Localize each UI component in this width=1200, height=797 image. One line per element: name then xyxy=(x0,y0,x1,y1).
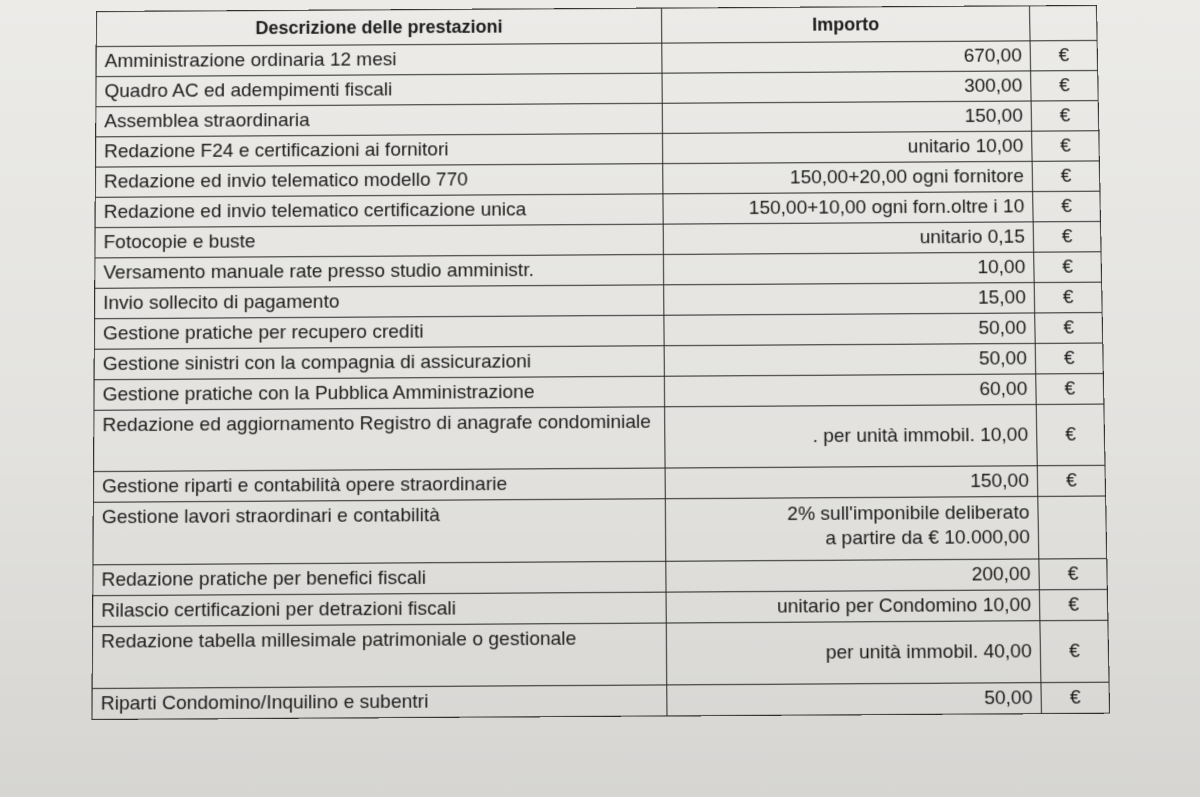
row-currency: € xyxy=(1035,343,1103,374)
row-currency: € xyxy=(1040,620,1109,682)
table-row xyxy=(92,620,1109,688)
row-amount: 60,00 xyxy=(664,374,1036,407)
header-currency xyxy=(1029,5,1097,40)
row-description: Gestione sinistri con la compagnia di assicurazioni xyxy=(94,346,664,380)
row-currency: € xyxy=(1033,221,1101,252)
table-row xyxy=(94,404,1105,471)
row-amount: 50,00 xyxy=(664,343,1036,376)
row-currency xyxy=(1038,496,1107,559)
row-description: Invio sollecito di pagamento xyxy=(95,285,664,319)
row-description: Fotocopie e buste xyxy=(95,224,664,258)
row-description: Assemblea straordinaria xyxy=(96,103,663,137)
row-description: Gestione pratiche con la Pubblica Amministrazione xyxy=(94,376,665,410)
table-row xyxy=(93,496,1107,565)
row-description: Versamento manuale rate presso studio amministr. xyxy=(95,254,664,288)
row-amount: 300,00 xyxy=(662,71,1031,103)
row-currency: € xyxy=(1034,282,1102,313)
row-amount: unitario per Condomino 10,00 xyxy=(666,590,1040,623)
row-amount: 2% sull'imponibile deliberato a partire da € 10.000,00 xyxy=(665,496,1039,561)
row-currency: € xyxy=(1031,71,1099,102)
row-description: Redazione tabella millesimale patrimoniale o gestionale xyxy=(92,623,667,688)
row-description: Riparti Condomino/Inquilino e subentri xyxy=(92,685,667,720)
row-amount: unitario 0,15 xyxy=(663,222,1033,255)
row-currency: € xyxy=(1032,131,1100,162)
row-currency: € xyxy=(1031,101,1099,132)
row-description: Redazione F24 e certificazioni ai fornitori xyxy=(95,133,662,167)
row-description: Redazione ed invio telematico modello 770 xyxy=(95,164,663,198)
header-description: Descrizione delle prestazioni xyxy=(96,8,662,46)
row-currency: € xyxy=(1037,465,1105,496)
row-amount: 50,00 xyxy=(664,313,1035,346)
row-currency: € xyxy=(1041,682,1110,713)
row-currency: € xyxy=(1036,404,1105,466)
row-amount: per unità immobil. 40,00 xyxy=(666,621,1041,685)
row-currency: € xyxy=(1030,40,1098,70)
row-description: Redazione pratiche per benefici fiscali xyxy=(93,561,666,595)
row-amount: . per unità immobil. 10,00 xyxy=(665,404,1038,468)
row-description: Redazione ed aggiornamento Registro di anagrafe condominiale xyxy=(94,407,666,472)
row-description: Quadro AC ed adempimenti fiscali xyxy=(96,73,662,107)
row-currency: € xyxy=(1039,589,1108,620)
row-currency: € xyxy=(1036,374,1104,405)
row-currency: € xyxy=(1039,559,1107,590)
table-row xyxy=(92,682,1110,719)
row-currency: € xyxy=(1032,161,1100,192)
fee-table xyxy=(91,5,1110,720)
row-description: Gestione riparti e contabilità opere straordinarie xyxy=(93,468,665,502)
row-amount: 150,00+10,00 ogni forn.oltre i 10 xyxy=(663,192,1033,225)
row-description: Redazione ed invio telematico certificazione unica xyxy=(95,194,663,228)
header-amount: Importo xyxy=(662,6,1031,43)
row-amount: 10,00 xyxy=(663,252,1034,285)
row-amount: 670,00 xyxy=(662,41,1031,73)
row-currency: € xyxy=(1033,191,1101,222)
row-currency: € xyxy=(1035,313,1103,344)
row-description: Rilascio certificazioni per detrazioni fiscali xyxy=(93,592,667,626)
row-amount: 150,00 xyxy=(665,466,1038,499)
fee-schedule-document xyxy=(91,5,1109,720)
row-amount: 150,00 xyxy=(662,101,1031,133)
row-amount: unitario 10,00 xyxy=(662,131,1032,163)
row-amount: 15,00 xyxy=(664,283,1035,316)
row-amount: 150,00+20,00 ogni fornitore xyxy=(663,161,1033,194)
row-description: Amministrazione ordinaria 12 mesi xyxy=(96,43,662,77)
row-description: Gestione lavori straordinari e contabilità xyxy=(93,499,666,565)
row-description: Gestione pratiche per recupero crediti xyxy=(94,315,664,349)
row-amount: 200,00 xyxy=(666,559,1040,592)
row-currency: € xyxy=(1034,252,1102,283)
row-amount: 50,00 xyxy=(667,683,1042,716)
